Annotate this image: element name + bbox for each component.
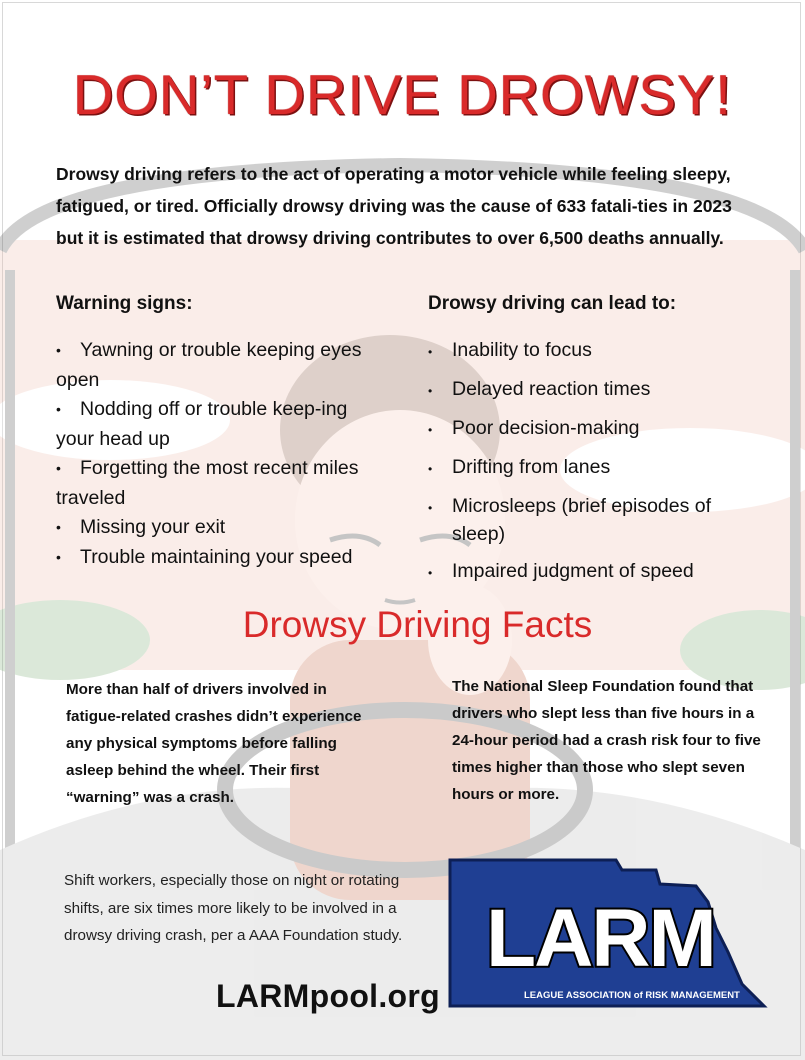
list-item-text: Yawning or trouble keeping eyes open: [56, 339, 362, 391]
bullet-icon: •: [428, 423, 433, 437]
warning-signs-heading: Warning signs:: [56, 293, 193, 314]
bullet-icon: •: [56, 342, 61, 359]
list-item: [428, 414, 768, 444]
larm-logo: [446, 856, 770, 1012]
list-item: [56, 454, 376, 513]
list-item-text: Impaired judgment of speed: [452, 560, 694, 582]
fact-physical-symptoms: More than half of drivers involved in fatigue-related crashes didn’t experience any physical symptoms before falling asleep behind the wheel. Their first “warning” was a crash.: [66, 681, 362, 806]
list-item-text: Nodding off or trouble keep-ing your head up: [56, 398, 348, 450]
lead-to-list: [428, 336, 768, 596]
list-item-text: Poor decision-making: [452, 417, 640, 439]
bullet-icon: •: [428, 384, 433, 398]
fact-shift-workers: Shift workers, especially those on night or rotating shifts, are six times more likely to be involved in a drowsy driving crash, per a AAA Foundation study.: [64, 872, 403, 944]
page-title: DON’T DRIVE DROWSY!: [73, 63, 732, 126]
logo-wordmark: LARM: [486, 893, 715, 984]
lead-to-heading: Drowsy driving can lead to:: [428, 293, 677, 314]
list-item: [428, 492, 768, 548]
bullet-icon: •: [428, 345, 433, 359]
list-item-text: Missing your exit: [80, 516, 226, 539]
facts-heading: Drowsy Driving Facts: [242, 604, 593, 645]
bullet-icon: •: [428, 462, 433, 476]
warning-signs-list: [56, 336, 376, 572]
list-item-text: Drifting from lanes: [452, 456, 611, 478]
list-item: [56, 543, 376, 573]
fact-sleep-foundation: The National Sleep Foundation found that drivers who slept less than five hours in a 24-hour period had a crash risk four to five times higher than those who slept seven hours or more.: [452, 678, 761, 803]
bullet-icon: •: [56, 401, 61, 418]
list-item: [56, 513, 376, 543]
bullet-icon: •: [56, 548, 61, 565]
list-item: [428, 453, 768, 483]
list-item-text: Delayed reaction times: [452, 378, 651, 400]
bullet-icon: •: [428, 566, 433, 580]
list-item-text: Trouble maintaining your speed: [80, 545, 353, 568]
list-item-text: Forgetting the most recent miles traveled: [56, 457, 359, 509]
list-item: [428, 336, 768, 366]
bullet-icon: •: [56, 519, 61, 536]
website-link[interactable]: LARMpool.org: [216, 978, 440, 1014]
intro-paragraph: Drowsy driving refers to the act of operating a motor vehicle while feeling sleepy, fatigued, or tired. Officially drowsy driving was the cause of 633 fatali-ties in 2023 but it is estimated that drowsy driving contributes to over 6,500 deaths annually.: [56, 164, 732, 248]
bullet-icon: •: [428, 501, 433, 515]
list-item: [56, 395, 376, 454]
list-item: [428, 557, 768, 587]
list-item: [56, 336, 376, 395]
list-item-text: Microsleeps (brief episodes of sleep): [452, 495, 712, 545]
bullet-icon: •: [56, 460, 61, 477]
logo-tagline: LEAGUE ASSOCIATION of RISK MANAGEMENT: [524, 990, 740, 1001]
list-item-text: Inability to focus: [452, 339, 592, 361]
list-item: [428, 375, 768, 405]
